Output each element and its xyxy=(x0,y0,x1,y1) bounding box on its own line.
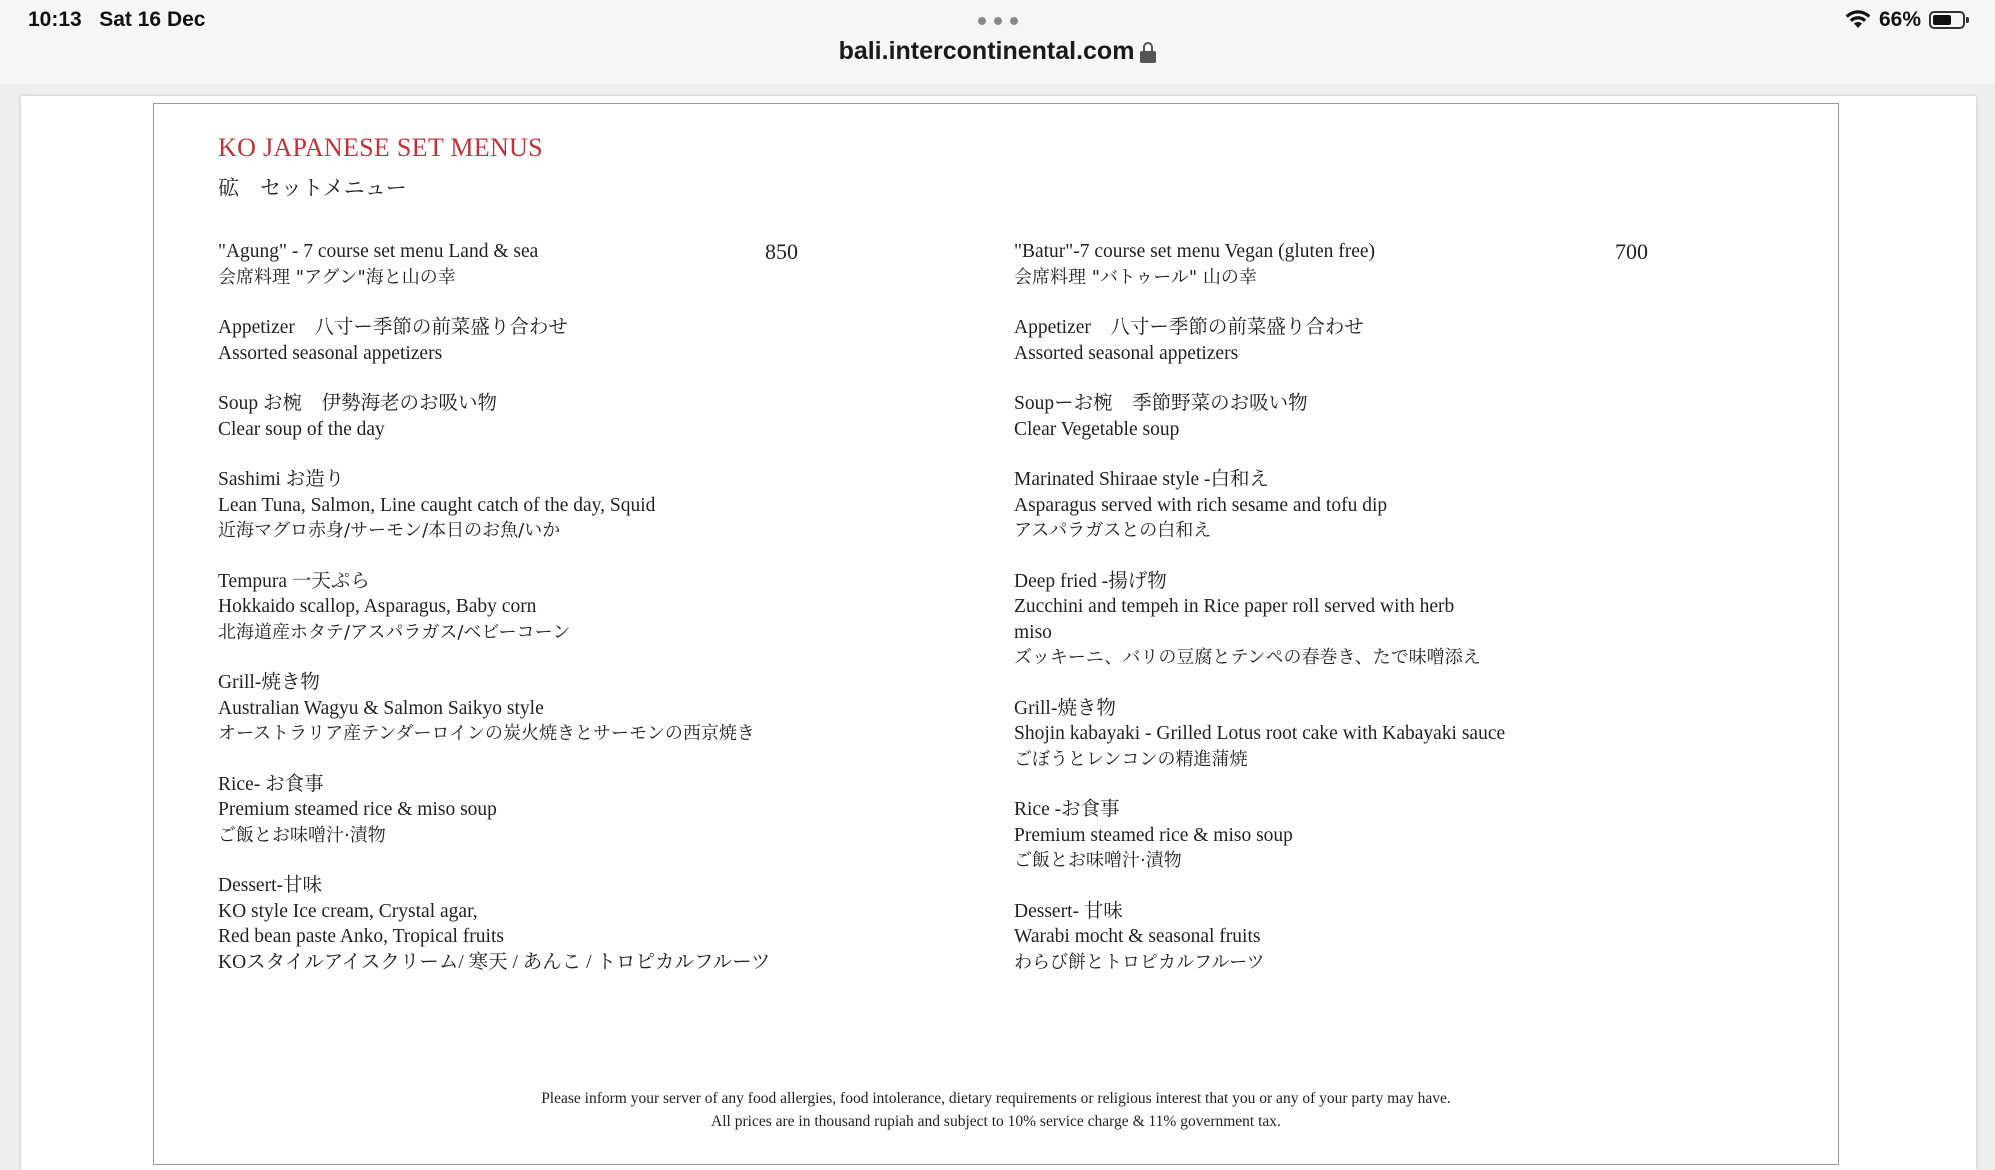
course-block xyxy=(218,569,858,646)
course-line: Red bean paste Anko, Tropical fruits xyxy=(218,926,504,947)
course-block xyxy=(218,670,858,747)
course-block xyxy=(218,772,858,849)
course-title: Deep fried -揚げ物 xyxy=(1014,570,1167,592)
status-time xyxy=(28,8,205,32)
course-title: Sashimi お造り xyxy=(218,469,345,490)
course-line: 北海道産ホタテ/アスパラガス/ベビーコーン xyxy=(218,621,571,643)
set-menu-batur xyxy=(1014,239,1654,1000)
course-line: わらび餅とトロピカルフルーツ xyxy=(1014,951,1265,973)
course-title: Marinated Shiraae style -白和え xyxy=(1014,469,1270,490)
course-line: ご飯とお味噌汁·漬物 xyxy=(1014,850,1182,871)
clock: 10:13 xyxy=(28,8,82,31)
battery-level xyxy=(1933,15,1951,25)
course-line: Clear soup of the day xyxy=(218,418,385,440)
course-line: miso xyxy=(1014,621,1052,643)
menu-subtitle: 砿 セットメニュー xyxy=(218,176,407,200)
course-title: Rice- お食事 xyxy=(218,773,324,795)
course-line: 近海マグロ赤身/サーモン/本日のお魚/いか xyxy=(218,520,561,541)
course-line: Clear Vegetable soup xyxy=(1014,418,1180,440)
course-line: Premium steamed rice & miso soup xyxy=(218,799,497,820)
course-title: Dessert-甘味 xyxy=(218,875,322,896)
course-title: Grill-焼き物 xyxy=(218,672,320,693)
course-title: Tempura 一天ぷら xyxy=(218,570,370,592)
course-line: Hokkaido scallop, Asparagus, Baby corn xyxy=(218,596,537,617)
set-title-jp: 会席料理 "バトゥール" 山の幸 xyxy=(1014,266,1257,288)
set-title-jp: 会席料理 "アグン"海と山の幸 xyxy=(218,266,456,288)
course-block xyxy=(1014,797,1654,874)
course-block xyxy=(1014,899,1654,976)
course-title: Soupーお椀 季節野菜のお吸い物 xyxy=(1014,393,1308,414)
menu-title: KO JAPANESE SET MENUS xyxy=(218,133,543,162)
course-line: Asparagus served with rich sesame and tofu dip xyxy=(1014,494,1388,516)
more-dots-icon[interactable] xyxy=(978,16,1018,26)
wifi-icon xyxy=(1845,10,1871,30)
lock-icon xyxy=(1140,41,1156,63)
battery-percent: 66% xyxy=(1878,8,1921,31)
set-menu-agung xyxy=(218,239,858,1000)
set-heading xyxy=(218,239,858,290)
status-indicators xyxy=(1845,8,1965,32)
course-block xyxy=(1014,569,1654,671)
price-notice: All prices are in thousand rupiah and subject to 10% service charge & 11% government tax. xyxy=(711,1113,1281,1130)
course-line: KOスタイルアイスクリーム/ 寒天 / あんこ / トロピカルフルーツ xyxy=(218,951,771,973)
course-title: Rice -お食事 xyxy=(1014,799,1120,820)
course-title: Soup お椀 伊勢海老のお吸い物 xyxy=(218,393,497,414)
battery-icon xyxy=(1929,11,1965,29)
course-line: Warabi mocht & seasonal fruits xyxy=(1014,926,1261,947)
course-line: Zucchini and tempeh in Rice paper roll served with herb xyxy=(1014,596,1455,617)
price-agung: 850 xyxy=(765,239,798,264)
course-line: アスパラガスとの白和え xyxy=(1014,520,1212,541)
course-line: オーストラリア産テンダーロインの炭火焼きとサーモンの西京焼き xyxy=(218,723,755,744)
price-batur: 700 xyxy=(1615,239,1648,264)
set-title: "Agung" - 7 course set menu Land & sea xyxy=(218,241,539,262)
course-block xyxy=(218,873,858,975)
course-block xyxy=(218,467,858,544)
course-line: Shojin kabayaki - Grilled Lotus root cake with Kabayaki sauce xyxy=(1014,723,1506,744)
date: Sat 16 Dec xyxy=(99,8,206,31)
url-text[interactable]: bali.intercontinental.com xyxy=(838,37,1135,65)
address-bar[interactable] xyxy=(0,37,1995,66)
course-title: Grill-焼き物 xyxy=(1014,697,1116,719)
course-title: Appetizer 八寸ー季節の前菜盛り合わせ xyxy=(1014,317,1364,338)
course-title: Dessert- 甘味 xyxy=(1014,900,1123,922)
course-block xyxy=(1014,391,1654,442)
course-title: Appetizer 八寸ー季節の前菜盛り合わせ xyxy=(218,317,568,338)
set-title: "Batur"-7 course set menu Vegan (gluten free) xyxy=(1014,241,1376,262)
allergy-notice: Please inform your server of any food allergies, food intolerance, dietary requirements or religious interest that you or any of your party may have. xyxy=(541,1090,1451,1107)
menu-footer xyxy=(153,1087,1839,1133)
course-line: Australian Wagyu & Salmon Saikyo style xyxy=(218,697,544,719)
course-line: ご飯とお味噌汁·漬物 xyxy=(218,824,386,846)
set-heading xyxy=(1014,239,1654,290)
course-line: ごぼうとレンコンの精進蒲焼 xyxy=(1014,748,1248,770)
course-block xyxy=(218,315,858,366)
course-line: Assorted seasonal appetizers xyxy=(1014,342,1239,364)
course-block xyxy=(1014,696,1654,773)
course-line: Assorted seasonal appetizers xyxy=(218,342,443,364)
course-line: Lean Tuna, Salmon, Line caught catch of the day, Squid xyxy=(218,494,656,516)
course-line: Premium steamed rice & miso soup xyxy=(1014,824,1293,846)
course-block xyxy=(1014,315,1654,366)
course-block xyxy=(1014,467,1654,544)
browser-chrome xyxy=(0,0,1995,85)
course-block xyxy=(218,391,858,442)
course-line: ズッキーニ、バリの豆腐とテンペの春巻き、たで味噌添え xyxy=(1014,647,1481,668)
course-line: KO style Ice cream, Crystal agar, xyxy=(218,900,478,922)
